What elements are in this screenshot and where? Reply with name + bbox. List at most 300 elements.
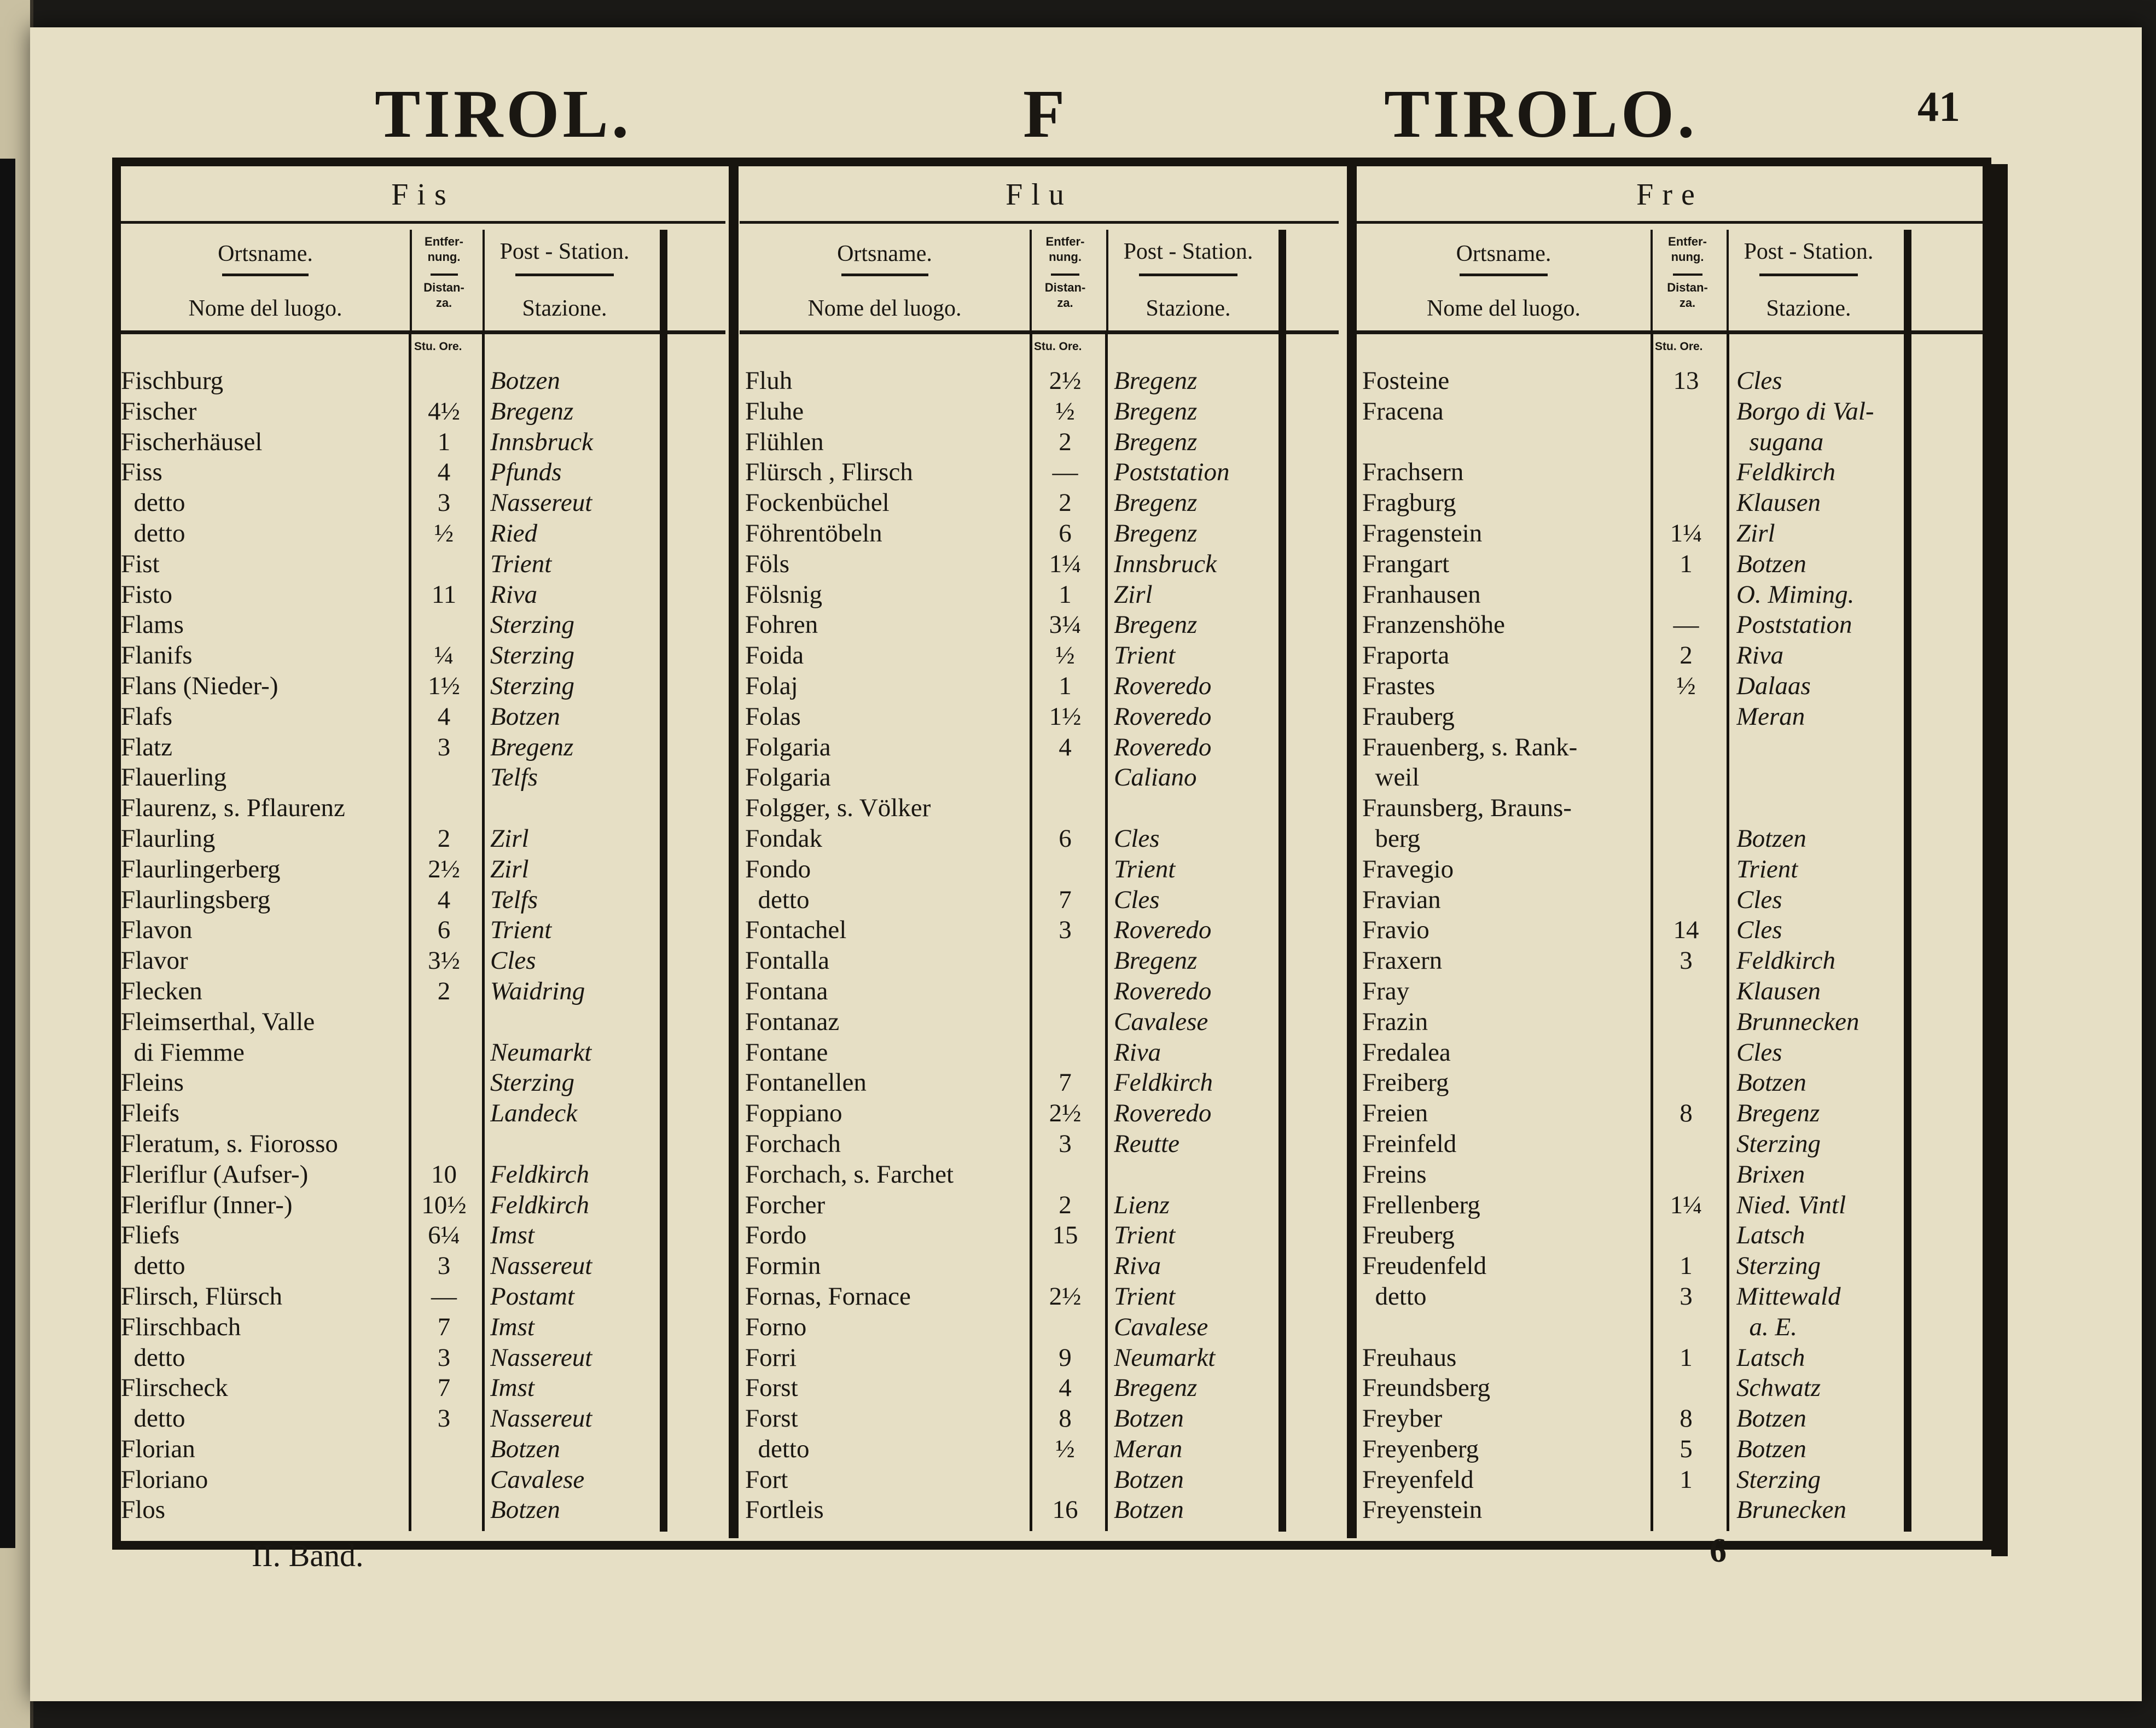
section-title-rule [121,221,725,224]
place-name: Fohren [745,610,818,639]
post-station: Cles [1114,824,1160,853]
unit-label: Stu. Ore. [1655,340,1703,353]
distance-value: 1½ [428,671,460,700]
table-row [121,885,725,915]
page-title-italian: TIROLO. [1384,77,1698,152]
place-name: Freuberg [1362,1221,1455,1250]
header-distance-italian: Distan- za. [423,281,464,310]
table-row [1357,487,1983,518]
distance-value: ¼ [434,641,454,670]
table-row [740,976,1339,1006]
place-name: Fornas, Fornace [745,1282,911,1311]
post-station: Zirl [490,824,529,853]
distance-value: 1 [1680,1343,1693,1372]
distance-value: 8 [1680,1099,1693,1128]
header-dash [431,274,458,276]
place-name: detto [121,1252,185,1281]
header-distance-italian: Distan- za. [1044,281,1086,310]
place-name: Forst [745,1374,798,1403]
place-name: Flans (Nieder-) [121,671,278,700]
entry-list [1357,365,1983,1525]
table-row [740,854,1339,885]
distance-value: 8 [1059,1404,1072,1433]
post-station: Nassereut [490,1252,592,1281]
distance-value: 2½ [1049,366,1082,395]
distance-value: 1 [437,427,451,456]
post-station: Nassereut [490,1404,592,1433]
table-row [1357,1372,1983,1403]
table-row [121,1159,725,1190]
post-station: Imst [490,1312,534,1341]
post-station: Cles [1736,885,1782,914]
post-station: Feldkirch [490,1160,589,1189]
table-row [121,1312,725,1342]
table-row [121,976,725,1006]
table-row [740,1220,1339,1250]
table-row [740,823,1339,854]
table-row [740,487,1339,518]
distance-value: 3 [1680,1282,1693,1311]
post-station: Bregenz [1736,1099,1820,1128]
post-station: Trient [1114,1221,1176,1250]
header-rule [1357,330,1983,334]
table-row [1357,1494,1983,1525]
place-name: Frauenberg, s. Rank- [1362,732,1578,761]
place-name: Fluhe [745,397,804,426]
place-name: Flirsch, Flürsch [121,1282,283,1311]
place-name: Flauerling [121,763,227,792]
post-station: Zirl [1736,519,1775,548]
distance-value: ½ [1055,1434,1075,1463]
distance-value: 1¼ [1049,549,1082,578]
post-station: Botzen [1736,1404,1806,1433]
place-name: Forchach [745,1129,841,1158]
table-row [740,1128,1339,1159]
place-name: detto [745,885,810,914]
distance-value: 1½ [1049,702,1082,731]
section-divider [729,166,739,1538]
distance-value: 6 [1059,519,1072,548]
signature-mark: 6 [1710,1532,1727,1569]
place-name: detto [1362,1282,1427,1311]
table-row [121,365,725,396]
place-name: Fischburg [121,366,224,395]
table-row [121,1372,725,1403]
place-name: Freyenberg [1362,1434,1479,1463]
post-station: Feldkirch [1736,946,1835,975]
table-row [121,396,725,427]
distance-value: 3 [1059,1129,1072,1158]
distance-value: 4 [1059,732,1072,761]
distance-value: 2½ [428,854,460,883]
post-station: Botzen [1114,1496,1184,1525]
table-row [740,640,1339,671]
previous-page-edge [0,0,33,1728]
table-row [740,915,1339,945]
post-station: Meran [1114,1434,1183,1463]
table-row [1357,671,1983,701]
place-name: Foida [745,641,804,670]
place-name: Fontanellen [745,1068,867,1097]
table-row [1357,762,1983,793]
table-row [121,487,725,518]
post-station: Feldkirch [1736,458,1835,487]
place-name: Frangart [1362,549,1450,578]
table-row [1357,640,1983,671]
entry-list [740,365,1339,1525]
place-name: Frauberg [1362,702,1455,731]
post-station: Postamt [490,1282,575,1311]
table-row [1357,1312,1983,1342]
post-station: Roveredo [1114,976,1212,1005]
table-row [1357,1128,1983,1159]
table-row [740,1037,1339,1068]
distance-value: 7 [437,1312,451,1341]
post-station: Roveredo [1114,671,1212,700]
table-row [1357,518,1983,549]
place-name: Fölsnig [745,580,823,609]
post-station: Cles [490,946,536,975]
post-station: Imst [490,1221,534,1250]
post-station: Schwatz [1736,1374,1821,1403]
place-name: Fravegio [1362,854,1454,883]
place-name: Fleifs [121,1099,180,1128]
header-dash [841,274,928,276]
post-station: Bregenz [1114,1374,1198,1403]
section-title: Fre [1636,178,1704,212]
place-name: detto [745,1434,810,1463]
place-name: Fondak [745,824,822,853]
distance-value: 3 [437,732,451,761]
place-name: Fordo [745,1221,807,1250]
place-name: Frastes [1362,671,1436,700]
table-row [121,1434,725,1464]
place-name: Fontana [745,976,828,1005]
post-station: Cles [1736,916,1782,945]
post-station: Telfs [490,763,538,792]
section-title: Fis [391,178,455,212]
header-post-italian: Stazione. [522,296,607,321]
table-row [121,793,725,823]
post-station: Latsch [1736,1343,1805,1372]
section-title-rule [740,221,1339,224]
post-station: Lienz [1114,1190,1170,1219]
place-name: Forcher [745,1190,826,1219]
distance-value: 3¼ [1049,610,1082,639]
place-name: Fort [745,1465,788,1494]
place-name: Fontalla [745,946,830,975]
header-post-italian: Stazione. [1146,296,1231,321]
place-name: detto [121,519,185,548]
table-row [121,762,725,793]
post-station: Brixen [1736,1160,1805,1189]
place-name: Frachsern [1362,458,1464,487]
post-station: Latsch [1736,1221,1805,1250]
section-title: Flu [1006,178,1073,212]
table-row [740,457,1339,487]
place-name: Freiberg [1362,1068,1449,1097]
section-fre [1357,166,1983,1534]
post-station: Botzen [1736,1434,1806,1463]
header-dash [1051,274,1079,276]
place-name: Forchach, s. Farchet [745,1160,954,1189]
post-station: Brunnecken [1736,1007,1859,1036]
place-name: Fist [121,549,160,578]
post-station: Riva [1736,641,1784,670]
table-row [1357,885,1983,915]
place-name: Foppiano [745,1099,842,1128]
place-name: Franhausen [1362,580,1481,609]
table-row [740,1464,1339,1495]
post-station: Bregenz [490,732,574,761]
table-row [1357,1281,1983,1312]
distance-value: 6¼ [428,1221,460,1250]
place-name: Flavor [121,946,188,975]
table-row [1357,1342,1983,1373]
place-name: Freien [1362,1099,1428,1128]
table-row [1357,579,1983,610]
table-row [1357,1464,1983,1495]
distance-value: 3½ [428,946,460,975]
post-station: Meran [1736,702,1805,731]
table-row [121,1067,725,1098]
place-name: Fravian [1362,885,1441,914]
table-row [1357,823,1983,854]
place-name: Freyber [1362,1404,1443,1433]
distance-value: 1 [1059,671,1072,700]
post-station: Roveredo [1114,916,1212,945]
post-station: Innsbruck [490,427,593,456]
header-dash [1460,274,1548,276]
place-name: Fischerhäusel [121,427,263,456]
header-post-german: Post - Station. [499,239,630,264]
table-row [1357,1006,1983,1037]
header-name-italian: Nome del luogo. [807,296,962,321]
place-name: Flavon [121,916,193,945]
post-station: Telfs [490,885,538,914]
table-row [740,885,1339,915]
post-station: Sterzing [1736,1252,1821,1281]
post-station: Trient [1114,641,1176,670]
table-row [121,1250,725,1281]
table-row [1357,1037,1983,1068]
place-name: Fischer [121,397,197,426]
post-station: Nassereut [490,1343,592,1372]
post-station: Trient [1114,1282,1176,1311]
table-row [740,1159,1339,1190]
post-station: Dalaas [1736,671,1811,700]
distance-value: 1 [1059,580,1072,609]
header-name-italian: Nome del luogo. [188,296,342,321]
header-dash [1139,274,1237,276]
header-distance-german: Entfer- nung. [1045,235,1085,264]
page-title-german: TIROL. [375,77,632,152]
table-row [121,671,725,701]
post-station: Sterzing [1736,1129,1821,1158]
distance-value: 6 [1059,824,1072,853]
table-row [1357,854,1983,885]
post-station: a. E. [1736,1312,1797,1341]
post-station: Cles [1114,885,1160,914]
post-station: Pfunds [490,458,562,487]
place-name: Folgger, s. Völker [745,794,931,823]
distance-value: 15 [1052,1221,1078,1250]
table-row [121,518,725,549]
table-row [121,1190,725,1220]
place-name: Frellenberg [1362,1190,1480,1219]
table-row [1357,1159,1983,1190]
table-row [121,579,725,610]
section-divider [1347,166,1357,1538]
table-row [740,1067,1339,1098]
table-row [121,1220,725,1250]
place-name: Frazin [1362,1007,1428,1036]
post-station: Bregenz [1114,488,1198,517]
column-rule [1106,230,1108,331]
post-station: Klausen [1736,488,1821,517]
distance-value: 16 [1052,1496,1078,1525]
post-station: Sterzing [490,1068,575,1097]
table-row [121,1403,725,1434]
distance-value: 11 [431,580,457,609]
post-station: Botzen [1736,824,1806,853]
post-station: Bregenz [1114,427,1198,456]
header-rule [740,330,1339,334]
distance-value: 2 [437,976,451,1005]
place-name: Fray [1362,976,1410,1005]
table-row [1357,1250,1983,1281]
distance-value: 4 [437,458,451,487]
place-name: Freyenstein [1362,1496,1483,1525]
distance-value: 1 [1680,1465,1693,1494]
place-name: detto [121,1404,185,1433]
place-name: Forst [745,1404,798,1433]
post-station: Botzen [1114,1465,1184,1494]
post-station: Roveredo [1114,732,1212,761]
post-station: Bregenz [1114,366,1198,395]
column-rule [1651,230,1653,331]
post-station: Trient [490,916,552,945]
distance-value: 8 [1680,1404,1693,1433]
table-row [121,457,725,487]
place-name: Fosteine [1362,366,1450,395]
post-station: Riva [490,580,538,609]
post-station: Cles [1736,366,1782,395]
distance-value: 10½ [421,1190,467,1219]
table-row [121,640,725,671]
post-station: Sterzing [490,610,575,639]
post-station: sugana [1736,427,1824,456]
table-row [740,549,1339,579]
distance-value: 2½ [1049,1282,1082,1311]
post-station: Poststation [1736,610,1852,639]
place-name: Forri [745,1343,797,1372]
place-name: Formin [745,1252,821,1281]
place-name: Fraporta [1362,641,1450,670]
distance-value: 7 [1059,1068,1072,1097]
post-station: Botzen [490,366,560,395]
place-name: detto [121,488,185,517]
place-name: Flaurling [121,824,216,853]
place-name: Flaurlingerberg [121,854,281,883]
table-row [740,1250,1339,1281]
place-name: Freyenfeld [1362,1465,1474,1494]
distance-value: 3 [437,488,451,517]
post-station: Borgo di Val- [1736,397,1874,426]
place-name: Fondo [745,854,811,883]
post-station: Caliano [1114,763,1197,792]
post-station: Roveredo [1114,702,1212,731]
place-name: Fockenbüchel [745,488,890,517]
column-rule [1727,230,1729,331]
place-name: Fleriflur (Aufser-) [121,1160,309,1189]
entry-list [121,365,725,1525]
post-station: Neumarkt [490,1038,592,1067]
place-name: Fontachel [745,916,847,945]
distance-value: ½ [1676,671,1696,700]
table-row [1357,945,1983,976]
post-station: Botzen [490,1434,560,1463]
volume-label: II. Band. [252,1538,364,1573]
place-name: Fluh [745,366,793,395]
post-station: Sterzing [490,671,575,700]
table-row [1357,609,1983,640]
table-row [740,1190,1339,1220]
table-row [740,1006,1339,1037]
header-dash [1759,274,1858,276]
section-title-rule [1357,221,1983,224]
post-station: Botzen [490,702,560,731]
distance-value: 4½ [428,397,460,426]
distance-value: 7 [437,1374,451,1403]
distance-value: 2 [1059,488,1072,517]
table-row [121,701,725,732]
header-name-german: Ortsname. [218,241,313,266]
table-row [121,549,725,579]
distance-value: 2 [1059,1190,1072,1219]
table-row [740,365,1339,396]
place-name: Fortleis [745,1496,824,1525]
place-name: Fontane [745,1038,828,1067]
post-station: Cles [1736,1038,1782,1067]
distance-value: 14 [1673,916,1699,945]
distance-value: — [1052,458,1078,487]
table-row [740,609,1339,640]
place-name: Fleriflur (Inner-) [121,1190,293,1219]
post-station: Nied. Vintl [1736,1190,1846,1219]
table-row [121,1006,725,1037]
place-name: Folgaria [745,763,831,792]
place-name: Flanifs [121,641,193,670]
place-name: Freinfeld [1362,1129,1457,1158]
table-row [1357,1190,1983,1220]
table-row [1357,1403,1983,1434]
post-station: Mittewald [1736,1282,1841,1311]
table-row [740,1434,1339,1464]
place-name: Freins [1362,1160,1427,1189]
table-row [1357,549,1983,579]
header-post-german: Post - Station. [1123,239,1253,264]
column-rule [483,230,485,331]
page-title-letter: F [1023,77,1065,152]
header-dash [515,274,614,276]
place-name: Folgaria [745,732,831,761]
distance-value: — [431,1282,457,1311]
post-station: Sterzing [1736,1465,1821,1494]
place-name: Flatz [121,732,172,761]
place-name: Fracena [1362,397,1444,426]
distance-value: 3 [1680,946,1693,975]
